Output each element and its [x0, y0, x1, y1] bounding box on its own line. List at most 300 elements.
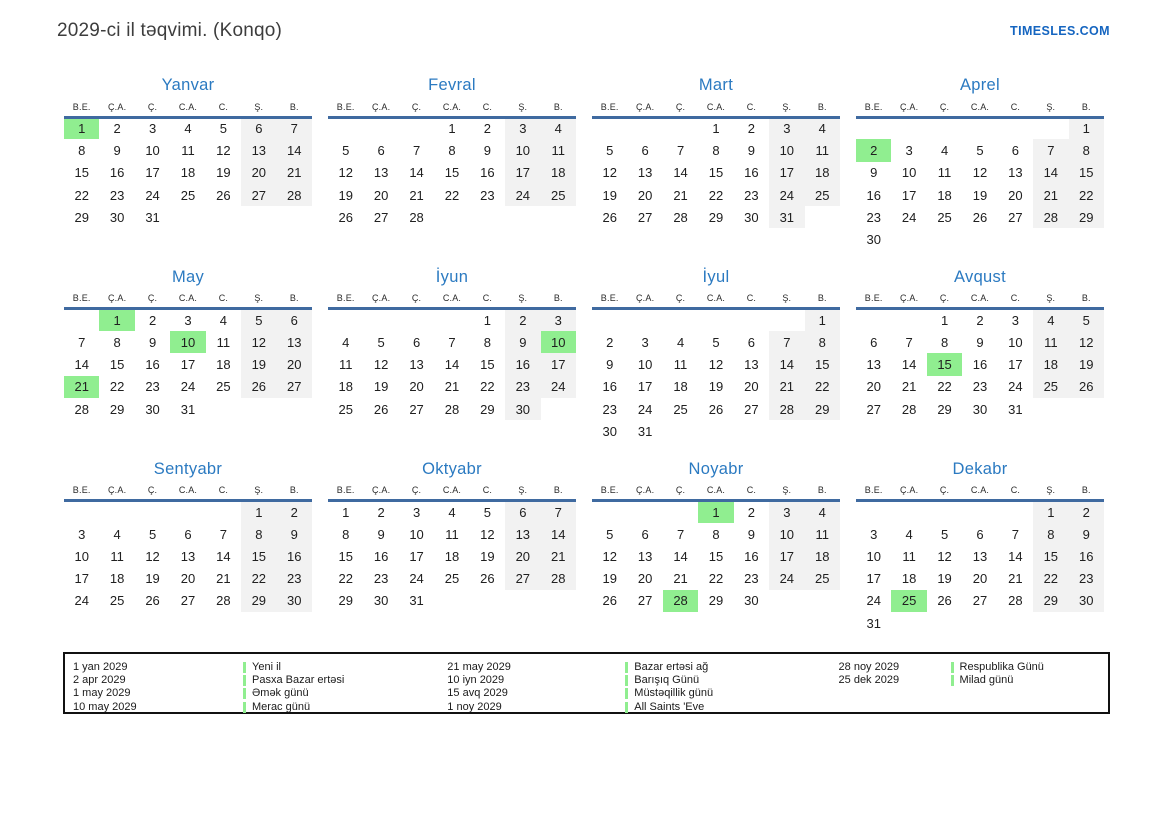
day-cell: 27	[637, 593, 653, 609]
month-calendar-table	[64, 481, 312, 612]
weekday-header: B.E.	[864, 485, 883, 496]
weekday-header: Ç.	[939, 293, 950, 304]
weekday-header: B.	[1081, 293, 1091, 304]
weekday-header: C.A.	[970, 101, 990, 112]
month-title: Fevral	[428, 76, 476, 94]
day-cell: 6	[377, 142, 385, 158]
day-cell: 10	[1008, 334, 1023, 350]
day-cell: 16	[972, 357, 988, 373]
month-calendar-table	[856, 481, 1104, 635]
day-cell: 9	[606, 357, 614, 373]
day-cell: 24	[409, 571, 424, 587]
day-cell: 20	[277, 353, 312, 375]
day-cell: 11	[338, 357, 353, 373]
day-cell	[470, 206, 505, 228]
day-cell: 6	[241, 117, 276, 139]
month-dekabr	[856, 459, 1104, 635]
day-cell: 17	[1008, 357, 1023, 373]
day-cell: 2	[377, 504, 385, 520]
day-cell: 17	[145, 165, 160, 181]
day-cell	[277, 398, 312, 420]
weekday-header: B.	[289, 485, 299, 496]
weekday-header: C.	[1010, 485, 1021, 496]
day-cell: 19	[145, 571, 160, 587]
weekday-header: Ş.	[1046, 293, 1056, 304]
day-cell: 14	[277, 139, 312, 161]
legend-holiday-name	[625, 674, 838, 687]
month-calendar-table	[592, 97, 840, 228]
weekday-header: Ş.	[518, 485, 528, 496]
day-cell	[434, 590, 469, 612]
weekday-header: C.A.	[442, 485, 462, 496]
day-cell	[1033, 117, 1068, 139]
day-cell: 1	[1069, 117, 1104, 139]
day-cell: 27	[505, 567, 540, 589]
day-cell: 5	[342, 142, 350, 158]
day-cell: 24	[1008, 379, 1023, 395]
day-cell: 8	[940, 334, 949, 350]
day-cell: 11	[805, 523, 840, 545]
day-cell: 25	[180, 187, 196, 203]
day-cell	[170, 501, 205, 523]
day-cell: 20	[972, 571, 988, 587]
legend-holiday-label: Respublika Günü	[959, 661, 1044, 673]
day-cell: 31	[637, 423, 653, 439]
day-cell	[769, 420, 804, 442]
weekday-header: B.	[1081, 101, 1091, 112]
legend-date: 10 may 2029	[73, 700, 137, 713]
day-cell	[135, 501, 170, 523]
legend-group	[73, 661, 447, 714]
legend-holiday-label: Barışıq Günü	[634, 674, 700, 687]
day-cell: 19	[708, 379, 724, 395]
day-cell: 18	[180, 165, 196, 181]
weekday-header: Ş.	[782, 485, 792, 496]
weekday-header: C.	[746, 293, 757, 304]
day-cell: 25	[805, 567, 840, 589]
day-cell	[505, 590, 540, 612]
legend-date: 1 noy 2029	[447, 700, 502, 713]
weekday-header: Ş.	[518, 293, 528, 304]
day-cell	[434, 309, 469, 331]
day-cell: 27	[744, 401, 759, 417]
day-cell: 27	[373, 209, 389, 225]
day-cell: 28	[216, 593, 231, 609]
day-cell	[734, 420, 769, 442]
day-cell: 30	[277, 590, 312, 612]
weekday-header: B.E.	[600, 293, 619, 304]
day-cell: 13	[505, 523, 540, 545]
day-cell: 23	[972, 379, 988, 395]
day-cell: 30	[602, 423, 617, 439]
weekday-header: C.A.	[706, 485, 726, 496]
legend-date: 1 may 2029	[73, 687, 131, 700]
weekday-header: B.E.	[336, 101, 355, 112]
day-cell: 23	[744, 571, 759, 587]
day-cell: 23	[505, 376, 540, 398]
day-cell: 10	[505, 139, 540, 161]
day-cell: 11	[110, 548, 124, 564]
day-cell: 23	[866, 209, 881, 225]
day-cell: 10	[637, 357, 653, 373]
day-cell: 2	[505, 309, 540, 331]
day-cell: 10	[901, 165, 917, 181]
holiday-marker-icon	[243, 662, 246, 673]
day-cell: 25	[444, 571, 460, 587]
day-cell	[1069, 228, 1104, 250]
day-cell: 19	[241, 353, 276, 375]
day-cell: 18	[338, 379, 353, 395]
day-cell: 21	[277, 162, 312, 184]
day-cell: 30	[505, 398, 540, 420]
day-cell: 19	[1069, 353, 1104, 375]
weekday-header: Ç.	[675, 293, 686, 304]
day-cell: 29	[1033, 590, 1068, 612]
day-cell: 20	[241, 162, 276, 184]
day-cell: 29	[708, 209, 724, 225]
day-cell: 27	[180, 593, 196, 609]
day-cell: 19	[216, 165, 231, 181]
day-cell: 28	[673, 209, 688, 225]
holiday-marker-icon	[625, 688, 628, 699]
weekday-header: Ç.	[147, 101, 158, 112]
weekday-header: B.E.	[336, 485, 355, 496]
day-cell: 15	[805, 353, 840, 375]
day-cell: 8	[712, 526, 720, 542]
legend-holiday-label: All Saints 'Eve	[634, 700, 705, 713]
day-cell: 28	[1008, 593, 1023, 609]
day-cell: 4	[805, 117, 840, 139]
day-cell: 17	[866, 571, 881, 587]
day-cell: 1	[940, 313, 949, 329]
day-cell: 3	[1011, 313, 1020, 329]
day-cell	[627, 309, 662, 331]
legend-holiday-label: Bazar ertəsi ağ	[634, 661, 709, 673]
day-cell: 24	[866, 593, 881, 609]
day-cell: 17	[409, 548, 424, 564]
day-cell: 16	[505, 353, 540, 375]
month-title: Dekabr	[952, 459, 1008, 478]
day-cell: 22	[708, 187, 724, 203]
day-cell: 18	[216, 357, 231, 373]
day-cell: 11	[445, 526, 459, 542]
weekday-header: B.	[553, 485, 563, 496]
day-cell: 20	[637, 571, 653, 587]
day-cell: 25	[109, 593, 125, 609]
day-cell: 5	[241, 309, 276, 331]
day-cell: 7	[905, 334, 913, 350]
day-cell	[805, 420, 840, 442]
day-cell: 10	[769, 139, 804, 161]
weekday-header: Ş.	[518, 101, 528, 112]
day-cell: 9	[870, 165, 878, 181]
weekday-header: B.E.	[72, 485, 91, 496]
legend-date: 28 noy 2029	[838, 661, 900, 673]
day-cell: 23	[145, 379, 160, 395]
day-cell	[592, 117, 627, 139]
day-cell: 5	[483, 504, 492, 520]
day-cell: 23	[602, 401, 617, 417]
weekday-header: C.	[746, 101, 757, 112]
weekday-header: Ç.A.	[635, 485, 655, 496]
legend-group	[447, 661, 838, 714]
month-fevral	[328, 75, 576, 251]
day-cell: 9	[377, 526, 385, 542]
day-cell	[541, 398, 576, 420]
day-cell	[1033, 398, 1068, 420]
weekday-header: B.	[289, 293, 299, 304]
day-cell: 21	[216, 571, 231, 587]
day-cell	[170, 206, 205, 228]
day-cell: 29	[937, 401, 952, 417]
day-cell: 8	[342, 526, 350, 542]
day-cell: 26	[216, 187, 231, 203]
day-cell: 15	[109, 357, 125, 373]
day-cell: 30	[744, 209, 759, 225]
month-calendar-table	[328, 481, 576, 612]
weekday-header: Ç.	[147, 293, 158, 304]
day-cell: 27	[637, 209, 653, 225]
day-cell: 22	[338, 571, 353, 587]
day-cell: 12	[145, 548, 160, 564]
day-cell: 5	[712, 334, 720, 350]
day-cell: 26	[338, 209, 353, 225]
day-cell: 27	[241, 184, 276, 206]
day-cell: 26	[480, 571, 495, 587]
day-cell: 3	[148, 121, 157, 137]
day-cell	[206, 501, 241, 523]
day-cell: 4	[940, 142, 949, 158]
day-cell: 10	[769, 523, 804, 545]
day-cell	[241, 206, 276, 228]
day-cell: 9	[483, 142, 492, 158]
day-cell	[206, 206, 241, 228]
day-cell: 30	[972, 401, 988, 417]
weekday-header: Ç.A.	[371, 101, 391, 112]
day-cell: 3	[769, 117, 804, 139]
day-cell: 16	[602, 379, 617, 395]
day-cell: 31	[1008, 401, 1023, 417]
day-cell: 26	[602, 209, 617, 225]
day-cell: 12	[602, 548, 617, 564]
site-link[interactable]: TIMESLES.COM	[1010, 24, 1110, 38]
day-cell: 18	[541, 162, 576, 184]
day-cell: 29	[109, 401, 125, 417]
day-cell: 23	[373, 571, 389, 587]
day-cell: 29	[805, 398, 840, 420]
day-cell: 1	[483, 313, 492, 329]
day-cell	[64, 501, 99, 523]
legend-holiday-name	[243, 661, 447, 674]
day-cell: 13	[744, 357, 759, 373]
day-cell	[856, 501, 891, 523]
day-cell: 6	[184, 526, 192, 542]
legend-holiday-label: Yeni il	[252, 661, 281, 673]
month-calendar-table	[64, 97, 312, 228]
month-oktyabr	[328, 459, 576, 635]
day-cell: 14	[1033, 162, 1068, 184]
day-cell: 2	[976, 313, 984, 329]
day-cell: 24	[637, 401, 653, 417]
day-cell: 30	[1069, 590, 1104, 612]
holiday-marker-icon	[625, 675, 628, 686]
day-cell	[663, 420, 698, 442]
day-cell: 22	[708, 571, 724, 587]
day-cell: 18	[444, 548, 460, 564]
day-cell: 25	[891, 590, 926, 612]
weekday-header: Ç.	[675, 101, 686, 112]
day-cell	[399, 309, 434, 331]
weekday-header: Ç.	[675, 485, 686, 496]
month-yanvar	[64, 75, 312, 251]
day-cell: 2	[856, 139, 891, 161]
weekday-header: C.	[482, 293, 493, 304]
month-calendar-table	[64, 289, 312, 420]
day-cell: 8	[1033, 523, 1068, 545]
day-cell: 27	[277, 376, 312, 398]
holiday-marker-icon	[625, 702, 628, 713]
legend-holiday-name	[951, 661, 1108, 674]
day-cell: 23	[480, 187, 495, 203]
day-cell	[805, 206, 840, 228]
day-cell: 3	[870, 526, 878, 542]
day-cell: 12	[708, 357, 724, 373]
weekday-header: B.E.	[864, 293, 883, 304]
day-cell: 11	[805, 139, 840, 161]
day-cell: 30	[373, 593, 389, 609]
day-cell: 14	[409, 165, 424, 181]
day-cell: 27	[1008, 209, 1023, 225]
holiday-marker-icon	[625, 662, 628, 673]
day-cell	[698, 309, 733, 331]
day-cell: 21	[64, 376, 99, 398]
day-cell: 15	[338, 548, 353, 564]
day-cell: 5	[606, 526, 614, 542]
day-cell: 28	[277, 184, 312, 206]
holiday-legend	[63, 652, 1110, 714]
day-cell	[64, 309, 99, 331]
day-cell: 5	[940, 526, 949, 542]
day-cell: 20	[505, 545, 540, 567]
day-cell: 7	[448, 334, 456, 350]
day-cell: 24	[769, 184, 804, 206]
day-cell	[541, 590, 576, 612]
weekday-header: Ş.	[254, 485, 264, 496]
day-cell: 25	[937, 209, 952, 225]
day-cell	[399, 117, 434, 139]
day-cell: 2	[747, 121, 756, 137]
day-cell: 11	[937, 165, 952, 181]
weekday-header: B.E.	[72, 293, 91, 304]
weekday-header: Ş.	[254, 293, 264, 304]
day-cell: 7	[769, 331, 804, 353]
day-cell: 7	[219, 526, 228, 542]
day-cell: 29	[708, 593, 724, 609]
day-cell: 31	[769, 206, 804, 228]
day-cell	[363, 309, 398, 331]
day-cell	[663, 501, 698, 523]
month-i̇yun	[328, 267, 576, 443]
day-cell: 6	[505, 501, 540, 523]
legend-holiday-name	[625, 687, 838, 700]
day-cell: 5	[976, 142, 984, 158]
day-cell: 25	[338, 401, 353, 417]
day-cell: 10	[866, 548, 881, 564]
day-cell: 10	[170, 331, 205, 353]
day-cell	[663, 309, 698, 331]
weekday-header: C.A.	[178, 485, 198, 496]
day-cell: 1	[712, 121, 720, 137]
month-calendar-table	[856, 97, 1104, 251]
legend-holiday-name	[243, 674, 447, 687]
day-cell: 17	[180, 357, 196, 373]
legend-date: 1 yan 2029	[73, 661, 128, 673]
legend-holiday-label: Əmək günü	[252, 687, 309, 700]
day-cell: 7	[541, 501, 576, 523]
month-calendar-table	[856, 289, 1104, 420]
day-cell: 12	[602, 165, 617, 181]
day-cell	[1069, 398, 1104, 420]
day-cell: 3	[769, 501, 804, 523]
day-cell: 4	[805, 501, 840, 523]
day-cell: 7	[277, 117, 312, 139]
day-cell: 28	[541, 567, 576, 589]
day-cell: 12	[480, 526, 495, 542]
day-cell: 13	[277, 331, 312, 353]
weekday-header: C.	[1010, 101, 1021, 112]
day-cell: 4	[448, 504, 456, 520]
legend-group	[839, 661, 1108, 714]
weekday-header: C.	[218, 293, 229, 304]
day-cell: 22	[1069, 184, 1104, 206]
month-title: Yanvar	[161, 76, 215, 94]
day-cell: 7	[1033, 139, 1068, 161]
month-title: May	[171, 267, 205, 286]
day-cell: 26	[602, 593, 617, 609]
day-cell	[962, 228, 997, 250]
day-cell: 20	[180, 571, 196, 587]
day-cell: 14	[673, 548, 688, 564]
day-cell: 27	[409, 401, 424, 417]
day-cell: 2	[483, 121, 492, 137]
day-cell: 9	[976, 334, 984, 350]
day-cell: 13	[1008, 165, 1023, 181]
day-cell: 12	[972, 165, 988, 181]
day-cell: 25	[216, 379, 231, 395]
day-cell: 10	[409, 526, 424, 542]
day-cell: 19	[602, 187, 617, 203]
day-cell: 29	[338, 593, 353, 609]
day-cell: 24	[74, 593, 89, 609]
weekday-header: Ç.	[411, 101, 422, 112]
month-avqust	[856, 267, 1104, 443]
day-cell: 13	[866, 357, 881, 373]
day-cell: 24	[505, 184, 540, 206]
day-cell: 4	[113, 526, 121, 542]
day-cell: 1	[805, 309, 840, 331]
day-cell: 1	[64, 117, 99, 139]
day-cell: 4	[342, 334, 350, 350]
day-cell: 8	[78, 142, 86, 158]
day-cell: 24	[769, 567, 804, 589]
day-cell: 6	[277, 309, 312, 331]
day-cell: 14	[673, 165, 688, 181]
day-cell: 14	[769, 353, 804, 375]
day-cell: 8	[113, 334, 121, 350]
day-cell: 17	[541, 353, 576, 375]
day-cell	[769, 590, 804, 612]
day-cell: 26	[373, 401, 389, 417]
